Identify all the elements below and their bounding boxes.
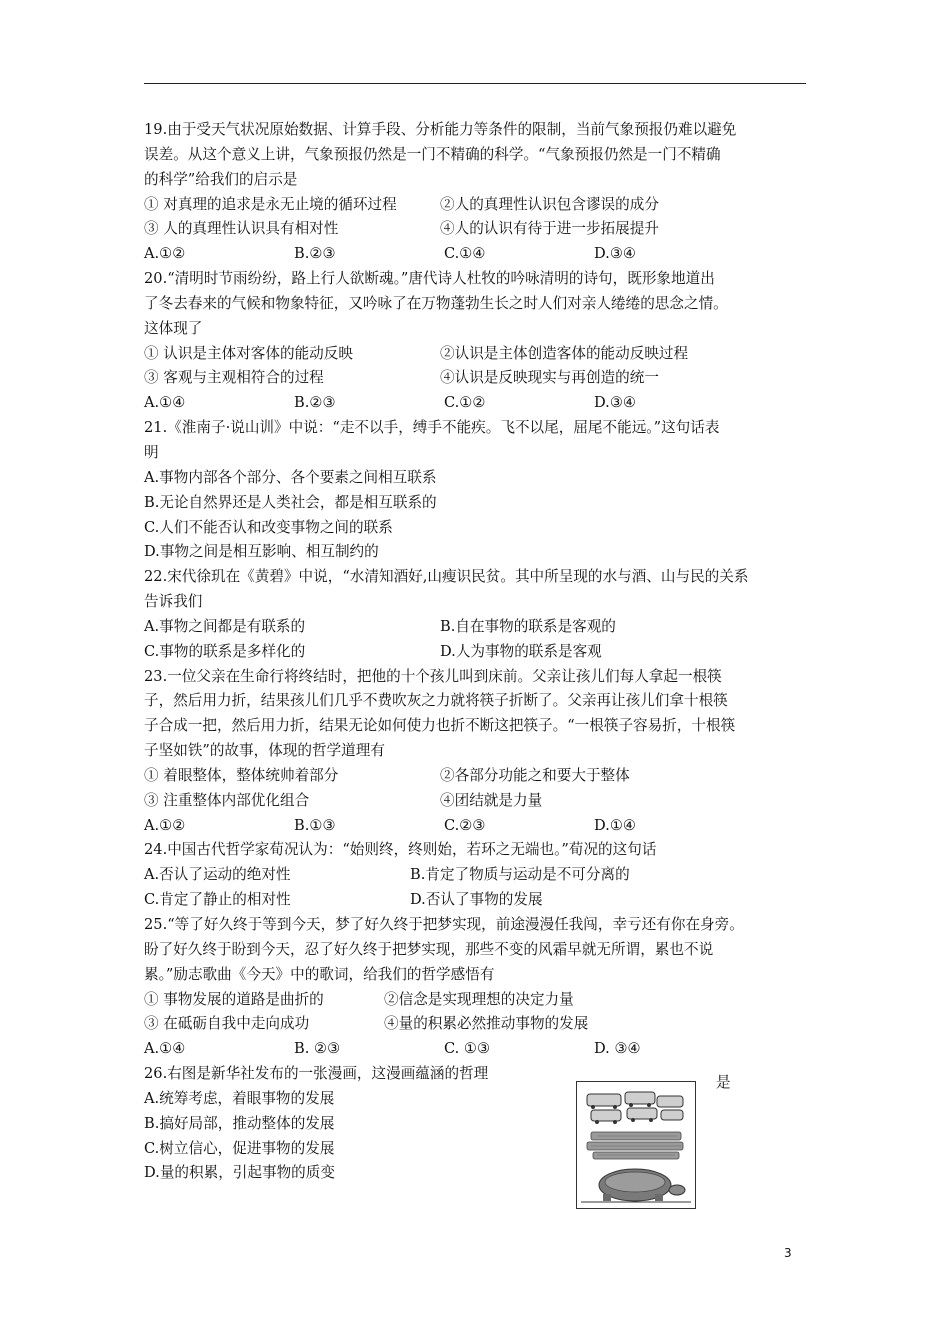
option-b: B.②③ [294,245,336,263]
statement: ④认识是反映现实与再创造的统一 [440,369,659,387]
option-c: C.①② [444,394,486,412]
statement: ① 对真理的追求是永无止境的循环过程 [144,195,397,213]
option-b: B.①③ [294,816,336,834]
statement-row [144,789,810,814]
statement: ④人的认识有待于进一步拓展提升 [440,220,659,238]
option-b: B. ②③ [294,1040,341,1058]
option-d: D.事物之间是相互影响、相互制约的 [144,543,379,561]
question-stem-line: 19.由于受天气状况原始数据、计算手段、分析能力等条件的限制，当前气象预报仍难以避免 [144,121,737,138]
option-b: B.无论自然界还是人类社会，都是相互联系的 [144,493,437,511]
option-d: D.③④ [594,394,636,412]
option-c: C.①④ [444,245,486,263]
statement: ②认识是主体创造客体的能动反映过程 [440,344,689,362]
option-b: B.②③ [294,394,336,412]
answer-options-row [144,640,810,665]
option-d: D.量的积累，引起事物的质变 [144,1164,335,1182]
question-stem-line: 25.“等了好久终于等到今天，梦了好久终于把梦实现，前途漫漫任我闯，幸亏还有你在身旁。 [144,916,744,933]
question-24 [144,838,810,913]
question-stem-line: 20.“清明时节雨纷纷，路上行人欲断魂。”唐代诗人杜牧的吟咏清明的诗句，既形象地道出 [144,270,715,288]
statement: ②信念是实现理想的决定力量 [384,990,574,1008]
option-a: A.否认了运动的绝对性 [144,866,291,884]
answer-options-row [144,888,810,913]
answer-options [144,391,810,416]
option-c: C.事物的联系是多样化的 [144,642,306,660]
option-a: A.①④ [144,1040,186,1058]
answer-options-row [144,615,810,640]
question-stem-line: 误差。从这个意义上讲，气象预报仍然是一门不精确的科学。“气象预报仍然是一门不精确 [144,145,721,163]
question-stem-tail: 是 [716,1074,731,1091]
statement-row [144,193,810,218]
statement: ②人的真理性认识包含谬误的成分 [440,195,659,213]
question-stem-line: 22.宋代徐玑在《黄碧》中说，“水清知酒好,山瘦识民贫。其中所呈现的水与酒、山与民的关系 [144,568,749,586]
option-c: C.人们不能否认和改变事物之间的联系 [144,518,393,536]
option-a: A.事物之间都是有联系的 [144,617,306,635]
statement: ③ 注重整体内部优化组合 [144,791,310,809]
option-a: A.①④ [144,394,186,412]
statement: ① 着眼整体，整体统帅着部分 [144,766,339,784]
question-20 [144,267,810,416]
statement: ③ 客观与主观相符合的过程 [144,369,324,387]
statement: ③ 人的真理性认识具有相对性 [144,220,339,238]
option-d: D. ③④ [594,1040,641,1058]
statement-row [144,366,810,391]
question-19 [144,118,810,267]
header-rule [144,83,806,84]
option-a: A.①② [144,245,186,263]
option-a: A.事物内部各个部分、各个要素之间相互联系 [144,468,437,486]
answer-options [144,1037,810,1062]
option-c: C.②③ [444,816,486,834]
option-d: D.人为事物的联系是客观 [440,642,602,660]
option-a: A.①② [144,816,186,834]
question-stem-line: 这体现了 [144,319,203,337]
question-23 [144,665,810,839]
question-stem-line: 24.中国古代哲学家荀况认为：“始则终，终则始，若环之无端也。”荀况的这句话 [144,841,657,859]
option-d: D.③④ [594,245,636,263]
option-b: B.自在事物的联系是客观的 [440,617,616,635]
question-list [144,118,810,1186]
statement-row [144,764,810,789]
question-stem-line: 累。”励志歌曲《今天》中的歌词，给我们的哲学感悟有 [144,965,495,983]
option-d: D.①④ [594,816,636,834]
question-stem-line: 明 [144,443,159,461]
option-c: C.肯定了静止的相对性 [144,891,291,909]
statement: ④团结就是力量 [440,791,543,809]
option-d: D.否认了事物的发展 [410,891,543,909]
question-21 [144,416,810,565]
statement-row [144,1012,810,1037]
question-stem-line: 了冬去春来的气候和物象特征，又吟咏了在万物蓬勃生长之时人们对亲人绻绻的思念之情。 [144,294,728,312]
question-stem-line: 告诉我们 [144,593,203,611]
statement: ① 认识是主体对客体的能动反映 [144,344,353,362]
question-stem-line: 26.右图是新华社发布的一张漫画，这漫画蕴涵的哲理 [144,1065,489,1083]
question-25 [144,913,810,1062]
option-c: C.树立信心，促进事物的发展 [144,1139,335,1157]
question-stem-line: 的科学”给我们的启示是 [144,170,298,188]
question-22 [144,565,810,664]
statement-row [144,217,810,242]
question-26 [144,1062,564,1186]
statement: ②各部分功能之和要大于整体 [440,766,630,784]
option-b: B.搞好局部，推动整体的发展 [144,1114,335,1132]
question-stem-line: 23.一位父亲在生命行将终结时，把他的十个孩儿叫到床前。父亲让孩儿们每人拿起一根筷 [144,667,722,685]
option-b: B.肯定了物质与运动是不可分离的 [410,866,630,884]
question-stem-line: 子合成一把，然后用力折，结果无论如何使力也折不断这把筷子。“一根筷子容易折，十根筷 [144,717,736,735]
statement: ④量的积累必然推动事物的发展 [384,1015,589,1033]
statement-row [144,988,810,1013]
answer-options [144,814,810,839]
statement-row [144,342,810,367]
answer-options-row [144,863,810,888]
question-stem-line: 盼了好久终于盼到今天，忍了好久终于把梦实现，那些不变的风霜早就无所谓，累也不说 [144,940,714,958]
question-stem-line: 21.《淮南子·说山训》中说：“走不以手，缚手不能疾。飞不以尾，屈尾不能远。”这句话表 [144,419,720,437]
question-stem-line: 子坚如铁”的故事，体现的哲学道理有 [144,742,385,760]
answer-options [144,242,810,267]
option-a: A.统筹考虑，着眼事物的发展 [144,1089,335,1107]
question-stem-line: 子，然后用力折，结果孩儿们几乎不费吹灰之力就将筷子折断了。父亲再让孩儿们拿十根筷 [144,692,728,710]
statement: ③ 在砥砺自我中走向成功 [144,1015,310,1033]
page-number: 3 [784,1246,792,1260]
cartoon-image [576,1081,696,1209]
option-c: C. ①③ [444,1040,491,1058]
statement: ① 事物发展的道路是曲折的 [144,990,324,1008]
